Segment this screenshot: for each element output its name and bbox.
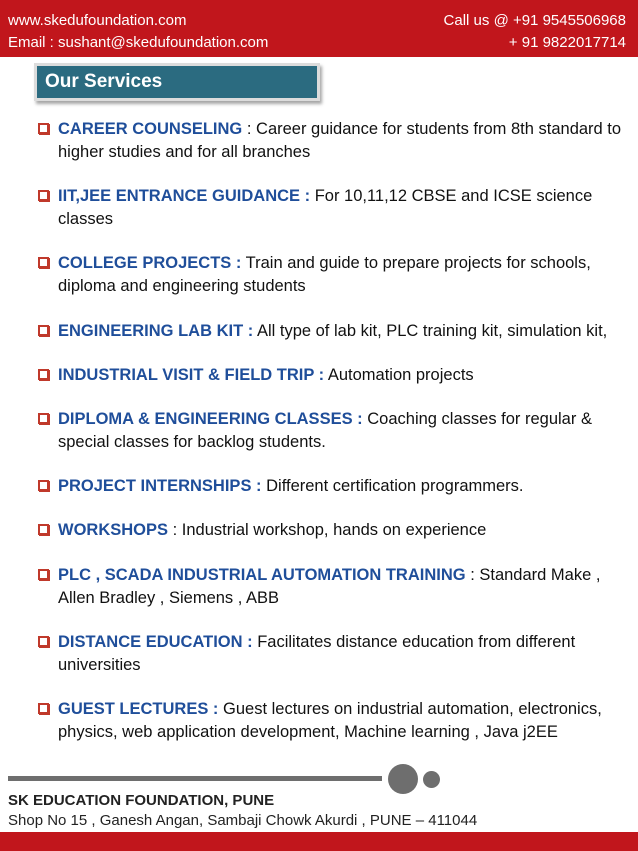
checkbox-bullet-icon xyxy=(38,369,49,380)
service-desc: For 10,11,12 CBSE and ICSE science classes xyxy=(58,187,593,229)
service-name: DISTANCE EDUCATION : xyxy=(58,632,253,651)
checkbox-bullet-icon xyxy=(38,524,49,535)
service-desc: Career guidance for students from 8th standard to higher studies and for all branches xyxy=(58,120,622,161)
service-sep: : xyxy=(242,120,252,138)
service-item xyxy=(36,118,626,164)
checkbox-bullet-icon xyxy=(38,480,49,491)
checkbox-bullet-icon xyxy=(38,703,49,714)
service-item xyxy=(36,408,626,454)
phone-1: Call us @ +91 9545506968 xyxy=(443,12,626,29)
service-item xyxy=(36,519,626,542)
footer-address: Shop No 15 , Ganesh Angan, Sambaji Chowk Akurdi , PUNE – 411044 xyxy=(8,812,478,829)
service-name: GUEST LECTURES : xyxy=(58,699,219,718)
service-desc: Facilitates distance education from different universities xyxy=(58,632,576,674)
service-desc: Industrial workshop, hands on experience xyxy=(177,521,487,540)
decorative-circle-large xyxy=(388,764,418,794)
footer-organization: SK EDUCATION FOUNDATION, PUNE xyxy=(8,792,275,809)
service-item xyxy=(36,631,626,677)
header-bar xyxy=(0,0,638,57)
section-title: Our Services xyxy=(37,66,317,98)
service-desc: All type of lab kit, PLC training kit, simulation kit, xyxy=(253,321,608,340)
service-desc: Guest lectures on industrial automation, electronics, physics, web application development, Machine learning , Java j2EE xyxy=(58,699,602,741)
service-name: INDUSTRIAL VISIT & FIELD TRIP : xyxy=(58,365,325,384)
service-name: CAREER COUNSELING xyxy=(58,120,243,138)
service-sep: : xyxy=(465,565,475,584)
service-item xyxy=(36,698,626,744)
checkbox-bullet-icon xyxy=(38,569,49,580)
services-list xyxy=(36,118,626,765)
service-name: IIT,JEE ENTRANCE GUIDANCE : xyxy=(58,187,311,206)
service-item xyxy=(36,564,626,610)
website-link[interactable]: www.skedufoundation.com xyxy=(8,12,187,29)
service-name: PROJECT INTERNSHIPS : xyxy=(58,477,262,496)
email-text: Email : sushant@skedufoundation.com xyxy=(8,34,269,51)
checkbox-bullet-icon xyxy=(38,257,49,268)
checkbox-bullet-icon xyxy=(38,325,49,336)
service-item xyxy=(36,364,626,387)
service-item xyxy=(36,252,626,298)
service-sep: : xyxy=(168,521,178,540)
service-item xyxy=(36,185,626,231)
service-item xyxy=(36,320,626,343)
service-name: DIPLOMA & ENGINEERING CLASSES : xyxy=(58,409,363,428)
service-name: WORKSHOPS xyxy=(58,521,169,540)
service-desc: Standard Make , Allen Bradley , Siemens , ABB xyxy=(58,565,601,607)
checkbox-bullet-icon xyxy=(38,190,49,201)
footer-bar xyxy=(0,832,638,851)
header-contact-right xyxy=(444,10,626,54)
service-item xyxy=(36,475,626,498)
section-title-frame xyxy=(34,63,320,101)
header-contact-left xyxy=(8,10,268,54)
checkbox-bullet-icon xyxy=(38,123,49,134)
service-desc: Coaching classes for regular & special classes for backlog students. xyxy=(58,409,592,451)
service-name: ENGINEERING LAB KIT : xyxy=(58,321,254,340)
decorative-circle-small xyxy=(423,771,440,788)
footer-divider-line xyxy=(8,776,382,781)
service-name: PLC , SCADA INDUSTRIAL AUTOMATION TRAINING xyxy=(58,565,466,584)
checkbox-bullet-icon xyxy=(38,413,49,424)
service-desc: Automation projects xyxy=(324,365,474,384)
phone-2: + 91 9822017714 xyxy=(508,34,626,51)
service-name: COLLEGE PROJECTS : xyxy=(58,254,242,273)
service-desc: Different certification programmers. xyxy=(261,477,524,496)
checkbox-bullet-icon xyxy=(38,636,49,647)
service-desc: Train and guide to prepare projects for schools, diploma and engineering students xyxy=(58,254,591,296)
